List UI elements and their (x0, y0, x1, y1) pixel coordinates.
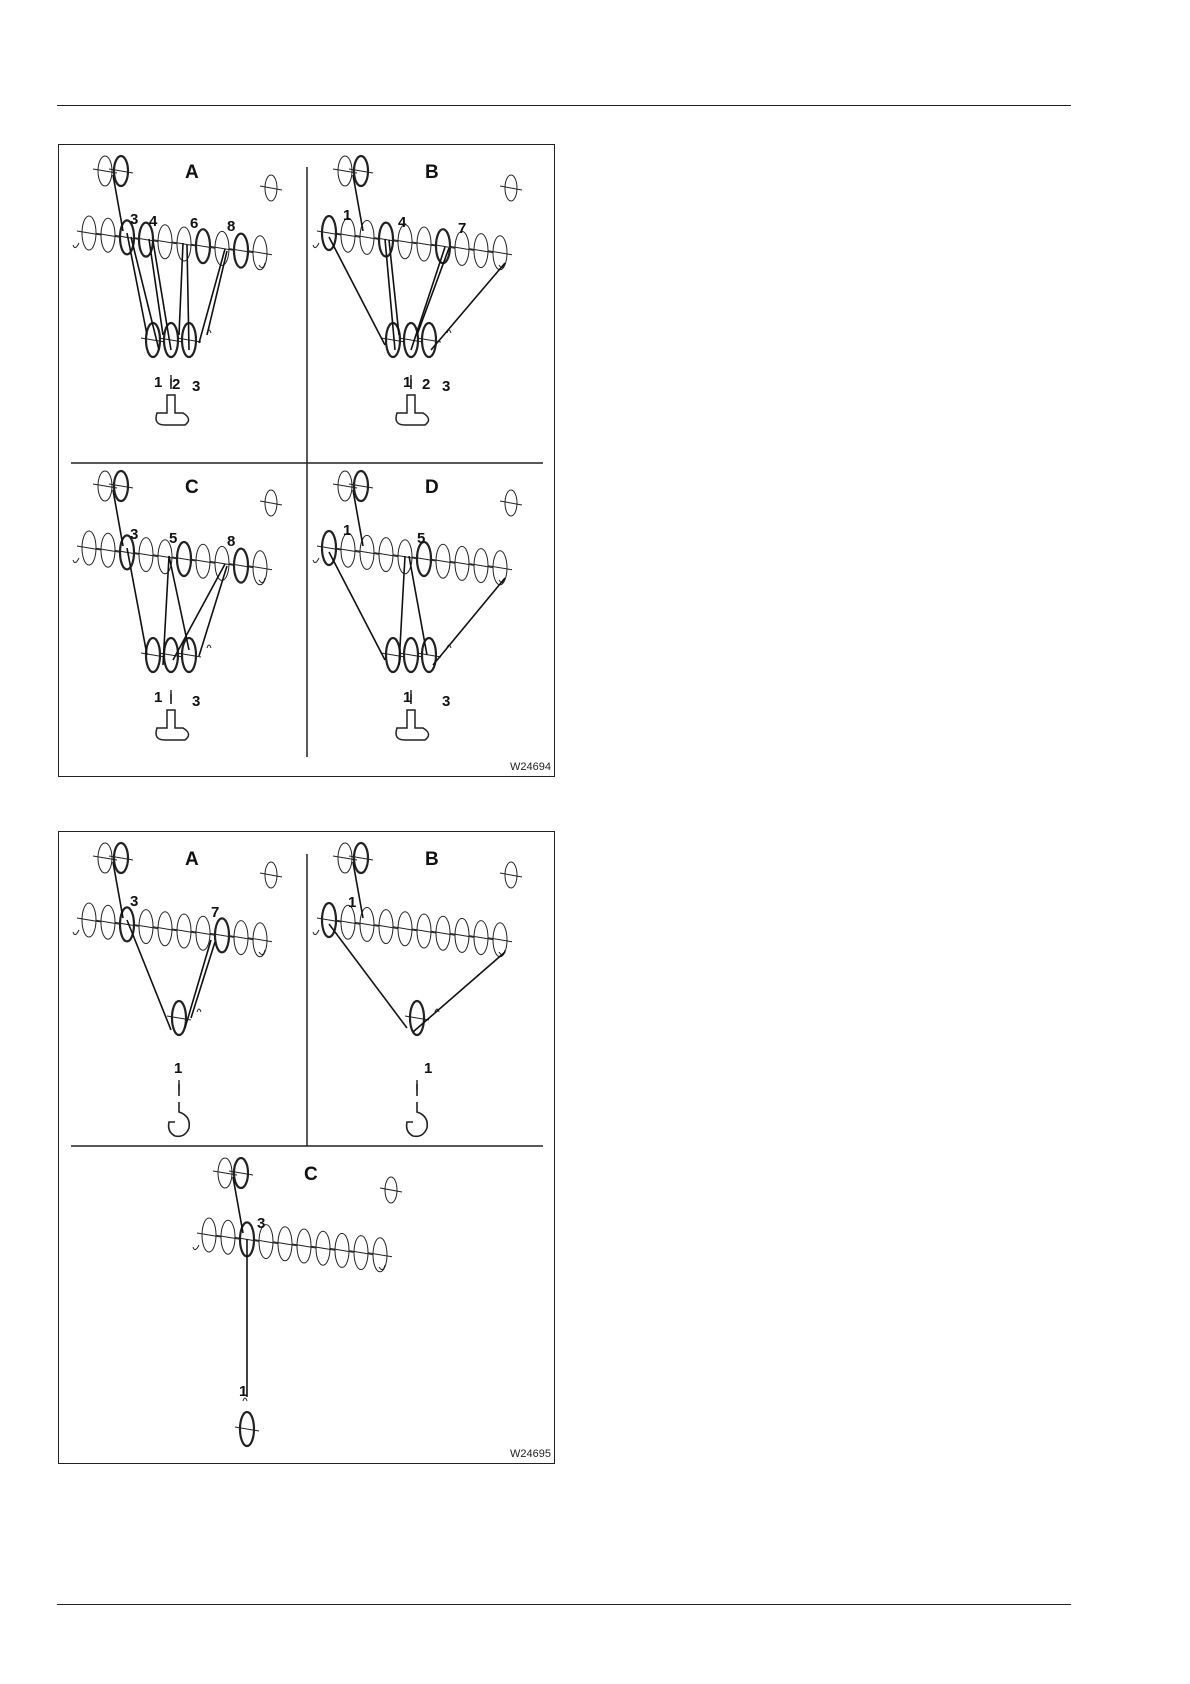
panel-b-letter: B (425, 849, 439, 870)
sheave-number: 1 (343, 207, 352, 224)
panel-c-letter: C (304, 1164, 318, 1185)
hook-block (396, 395, 429, 425)
hook-block (156, 395, 189, 425)
panel-d (313, 471, 522, 740)
figure-code: W24694 (510, 761, 551, 773)
rope-end-mark (193, 1245, 199, 1250)
header-rule (57, 105, 1071, 106)
block-sheave-number: 1 (403, 689, 412, 706)
sheave-number: 1 (343, 522, 352, 539)
sheave-axle (380, 1188, 402, 1192)
rope-end-mark (207, 645, 211, 648)
rope-line (329, 924, 407, 1028)
rope-line (191, 942, 215, 1018)
rope-line (185, 940, 211, 1028)
panel-b-letter: B (425, 162, 439, 183)
panel-a-letter: A (185, 162, 199, 183)
figure-code: W24695 (510, 1448, 551, 1460)
rope-line (207, 251, 227, 335)
rope-line (199, 566, 227, 656)
panel-a-letter: A (185, 849, 199, 870)
rope-line (127, 920, 171, 1030)
rope-line (329, 237, 385, 345)
sheave-axle (500, 186, 522, 190)
sheave-number: 5 (169, 530, 178, 547)
hook (407, 1102, 428, 1136)
panel-c (193, 1158, 402, 1465)
rope-line (127, 233, 147, 335)
sheave-axle (260, 501, 282, 505)
rope-end-mark (313, 930, 319, 935)
sheave-axle (405, 1016, 429, 1020)
sheave-number: 3 (130, 211, 139, 228)
rope-line (329, 552, 385, 660)
footer-rule (57, 1604, 1071, 1605)
block-sheave-number: 3 (192, 378, 201, 395)
rope-line (187, 245, 189, 350)
block-sheave-number: 3 (442, 693, 451, 710)
block-sheave-number: 1 (154, 689, 163, 706)
panel-d-letter: D (425, 477, 439, 498)
sheave-number: 8 (227, 533, 236, 550)
sheave-number: 3 (257, 1215, 266, 1232)
sheave-axle (235, 1427, 259, 1431)
block-sheave-number: 2 (422, 376, 431, 393)
sheave-axle (500, 501, 522, 505)
rope-end-mark (313, 558, 319, 563)
panel-c (73, 471, 282, 740)
block-sheave-number: 3 (192, 693, 201, 710)
panel-b (313, 843, 522, 1136)
sheave-number: 7 (211, 904, 220, 921)
sheave-number: 6 (190, 215, 199, 232)
reeving-figure-2 (58, 831, 555, 1464)
rope-end-mark (73, 243, 79, 248)
rope-line (417, 248, 449, 335)
sheave-number: 4 (149, 213, 158, 230)
sheave-number: 3 (130, 526, 139, 543)
panel-c-letter: C (185, 477, 199, 498)
rope-end-mark (73, 930, 79, 935)
sheave-number: 7 (458, 220, 467, 237)
rope-line (431, 263, 505, 350)
rope-line (163, 556, 169, 665)
hook-block (156, 710, 189, 740)
sheave-number: 5 (417, 530, 426, 547)
block-sheave-number: 1 (174, 1060, 183, 1077)
panel-b (313, 156, 522, 425)
hook (169, 1102, 190, 1136)
rope-end-mark (313, 243, 319, 248)
rope-line (433, 578, 505, 665)
block-sheave-number: 1 (239, 1383, 248, 1400)
rope-end-mark (197, 1009, 201, 1012)
rope-end-mark (73, 558, 79, 563)
rope-line (411, 247, 445, 350)
rope-line (127, 548, 147, 655)
reeving-diagram-2 (59, 832, 556, 1465)
block-sheave-number: 2 (172, 376, 181, 393)
reeving-figure-1 (58, 144, 555, 777)
block-sheave-number: 1 (154, 374, 163, 391)
reeving-diagram-1 (59, 145, 556, 778)
sheave-number: 1 (348, 894, 357, 911)
block-sheave-number: 1 (424, 1060, 433, 1077)
hook-block (396, 710, 429, 740)
rope-line (389, 240, 399, 335)
sheave-number: 8 (227, 218, 236, 235)
panel-a (73, 843, 282, 1136)
sheave-number: 3 (130, 893, 139, 910)
sheave-axle (260, 873, 282, 877)
block-sheave-number: 1 (403, 374, 412, 391)
sheave-axle (500, 873, 522, 877)
block-sheave-number: 3 (442, 378, 451, 395)
sheave-number: 4 (398, 214, 407, 231)
rope-line (413, 952, 505, 1032)
sheave-axle (260, 186, 282, 190)
